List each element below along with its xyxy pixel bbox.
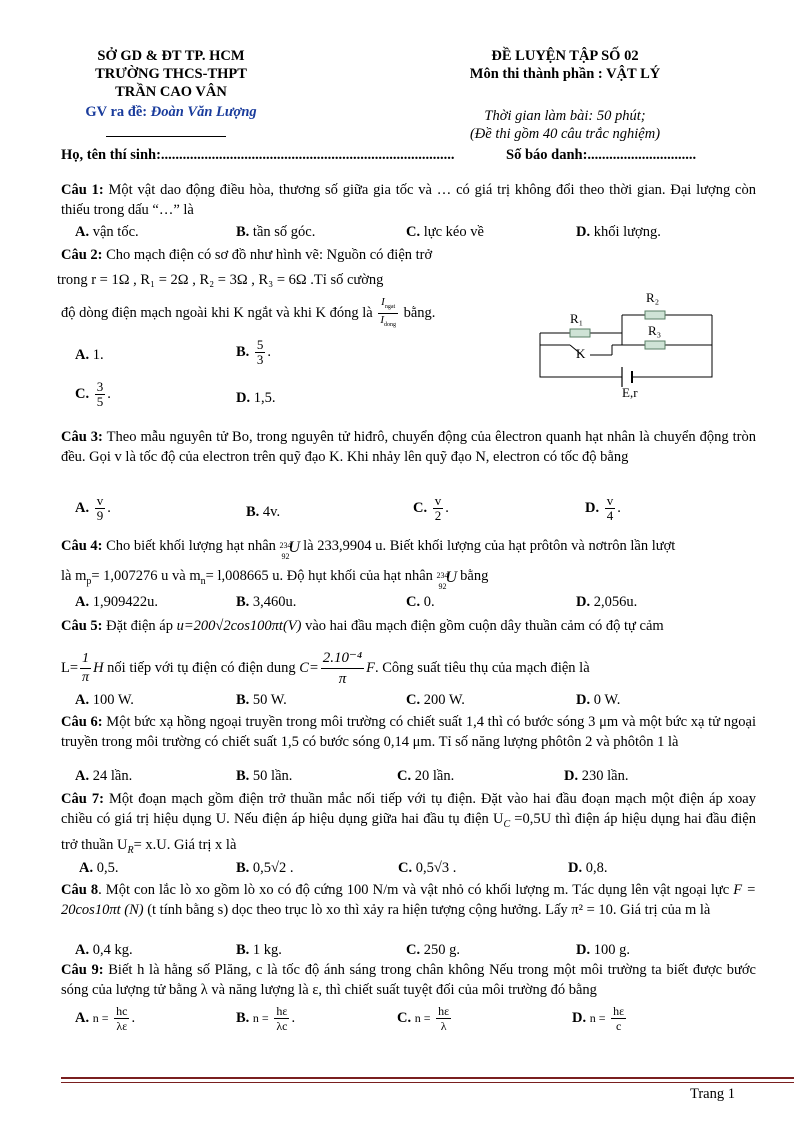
q6-option-a: A. 24 lần. [75,768,133,784]
exam-time: Thời gian làm bài: 50 phút; [484,108,646,124]
q5-option-c: C. 200 W. [406,692,465,708]
question-3: Câu 3: Theo mẫu nguyên tử Bo, trong nguyên tử hiđrô, chuyển động của êlectron quanh hạt nhân là chuyển động tròn đều. Gọi v là tốc độ của electron trên quỹ đạo K. Khi nhảy lên quỹ đạo N, electron có tốc độ bằng [61,429,756,465]
q4-option-b: B. 3,460u. [236,594,297,610]
question-6: Câu 6: Một bức xạ hồng ngoại truyền trong môi trường có chiết suất 1,4 thì có bước sóng 3 μm và một bức xạ tử ngoại truyền trong môi trường có chiết suất 1,5 có bước sóng 0,14 μm. Tỉ số năng lượng phôtôn 2 và phôtôn 1 là [61,714,757,750]
exam-title: ĐỀ LUYỆN TẬP SỐ 02 [491,48,639,64]
question-2-line3: độ dòng điện mạch ngoài khi K ngắt và khi K đóng là $\frac{I_{ngat}}{I_{dong}}$ bằng. [61,296,435,331]
q2-option-b: B. $\frac{5}{3}$ . [236,337,272,367]
q7-option-b: B. 0,5√2 . [236,860,294,876]
q5-option-d: D. 0 W. [576,692,621,708]
q4-option-a: A. 1,909422u. [75,594,158,610]
question-4-line1: Câu 4: Cho biết khối lượng hạt nhân 234 92 U là 233,9904 u. Biết khối lượng của hạt prôtôn và nơtrôn lần lượt [61,538,676,561]
q3-option-a: A. $\frac{v}{9}$ . [75,493,111,523]
student-name-field: Họ, tên thí sinh:................................................................................. [61,147,455,163]
school-name-2: TRẦN CAO VÂN [115,84,227,100]
circuit-diagram [530,285,760,405]
footer-rule-thin [61,1082,794,1083]
q3-option-d: D. $\frac{v}{4}$ . [585,493,621,523]
q7-option-c: C. 0,5√3 . [398,860,457,876]
exam-count: (Đề thi gồm 40 câu trắc nghiệm) [469,126,661,142]
teacher-label: GV ra đề: [85,104,151,120]
question-2-line1: Câu 2: Cho mạch điện có sơ đồ như hình vẽ: Nguồn có điện trở [61,247,433,263]
question-9: Câu 9: Biết h là hằng số Plăng, c là tốc độ ánh sáng trong chân không Nếu trong một môi trường ta biết được bước sóng của lượng tử bằng λ và năng lượng là ε, thì chiết suất tuyệt đối của môi trường đó bằng [61,962,756,998]
exam-subject: Môn thi thành phần : VẬT LÝ [469,66,661,82]
q5-option-b: B. 50 W. [236,692,287,708]
resistor-r1 [570,329,590,337]
teacher-name: Đoàn Văn Lượng [150,104,257,120]
teacher-line [61,104,281,121]
q8-option-a: A. 0,4 kg. [75,942,133,958]
uranium-nucleus: 234 92 U [279,538,301,561]
q9-option-c: C. n = $\frac{h\varepsilon}{\lambda}$ [397,1004,450,1033]
q9-option-a: A. n = $\frac{hc}{\lambda\varepsilon}$ . [75,1004,136,1033]
q1-option-d: D. khối lượng. [576,224,661,240]
label-source: E,r [622,385,638,400]
school-name: TRƯỜNG THCS-THPT [95,66,247,82]
q8-option-b: B. 1 kg. [236,942,282,958]
footer-rule-thick [61,1077,794,1079]
q9-option-b: B. n = $\frac{h\varepsilon}{\lambda c}$ . [236,1004,296,1033]
label-r3: R₃ [648,323,662,338]
label-r1: R₁ [570,311,584,326]
voltage-expression: u=200√2cos100πt(V) [176,618,302,634]
q3-option-c: C. $\frac{v}{2}$ . [413,493,449,523]
q7-option-a: A. 0,5. [79,860,119,876]
header-underline [106,136,226,137]
q1-option-c: C. lực kéo về [406,224,484,240]
resistor-r2 [645,311,665,319]
question-8: Câu 8. Một con lắc lò xo gồm lò xo có độ cứng 100 N/m và vật nhỏ có khối lượng m. Tác dụng lên vật ngoại lực F = 20cos10πt (N) (t tính bằng s) dọc theo trục lò xo thì xảy ra hiện tượng cộng hưởng. Lấy π² = 10. Giá trị của m là [61,882,756,918]
page-number: Trang 1 [690,1086,735,1102]
q4-option-c: C. 0. [406,594,435,610]
student-id-field: Số báo danh:.............................. [506,147,697,163]
q6-option-c: C. 20 lần. [397,768,455,784]
q6-option-b: B. 50 lần. [236,768,293,784]
label-r2: R₂ [646,290,660,305]
q8-option-d: D. 100 g. [576,942,630,958]
school-dept: SỞ GD & ĐT TP. HCM [97,48,245,64]
label-k: K [576,346,586,361]
q4-option-d: D. 2,056u. [576,594,638,610]
q2-option-c: C. $\frac{3}{5}$ . [75,379,111,409]
q2-option-d: D. 1,5. [236,390,276,406]
q6-option-d: D. 230 lần. [564,768,629,784]
q3-option-b: B. 4v. [246,504,281,520]
question-7: Câu 7: Một đoạn mạch gồm điện trở thuần mắc nối tiếp với tụ điện. Đặt vào hai đầu đoạn mạch một điện áp xoay chiều có giá trị hiệu dụng U. Nếu điện áp hiệu dụng giữa hai đầu tụ điện $U_C =0,5U$ thì điện áp hiệu dụng hai đầu điện trở thuần $U_R= x.U$. Giá trị x là [61,791,756,856]
question-5-line2: L= $\frac{1}{\pi}$ H nối tiếp với tụ điện có điện dung C= $\frac{\text{2.10⁻⁴}}{\pi}$ F. Công suất tiêu thụ của mạch điện là [61,650,590,687]
q7-option-d: D. 0,8. [568,860,608,876]
uranium-nucleus-2: 234 92 U [436,568,458,591]
q1-option-b: B. tần số góc. [236,224,316,240]
question-1: Câu 1: Một vật dao động điều hòa, thương số giữa gia tốc và … có giá trị không đổi theo thời gian. Đại lượng còn thiếu trong dấu “…” là [61,182,756,218]
q9-option-d: D. n = $\frac{h\varepsilon}{c}$ [572,1004,625,1033]
question-2-line2: trong r = 1Ω , R₁ = 2Ω , R₂ = 3Ω , R₃ = 6Ω .Tỉ số cường [57,272,384,288]
question-4-line2: là $m_p= 1,007276$ u và $m_n= l,008665$ u. Độ hụt khối của hạt nhân 234 92 U bằng [61,568,489,591]
resistor-r3 [645,341,665,349]
force-expression: F = 20cos10πt (N) [61,882,756,918]
current-ratio: $\frac{I_{ngat}}{I_{dong}}$ [380,296,396,329]
q8-option-c: C. 250 g. [406,942,460,958]
q5-option-a: A. 100 W. [75,692,134,708]
question-5-line1: Câu 5: Đặt điện áp u=200√2cos100πt(V) vào hai đầu mạch điện gồm cuộn dây thuần cảm có độ tự cảm [61,618,664,634]
q1-option-a: A. vận tốc. [75,224,139,240]
q2-option-a: A. 1. [75,347,104,363]
